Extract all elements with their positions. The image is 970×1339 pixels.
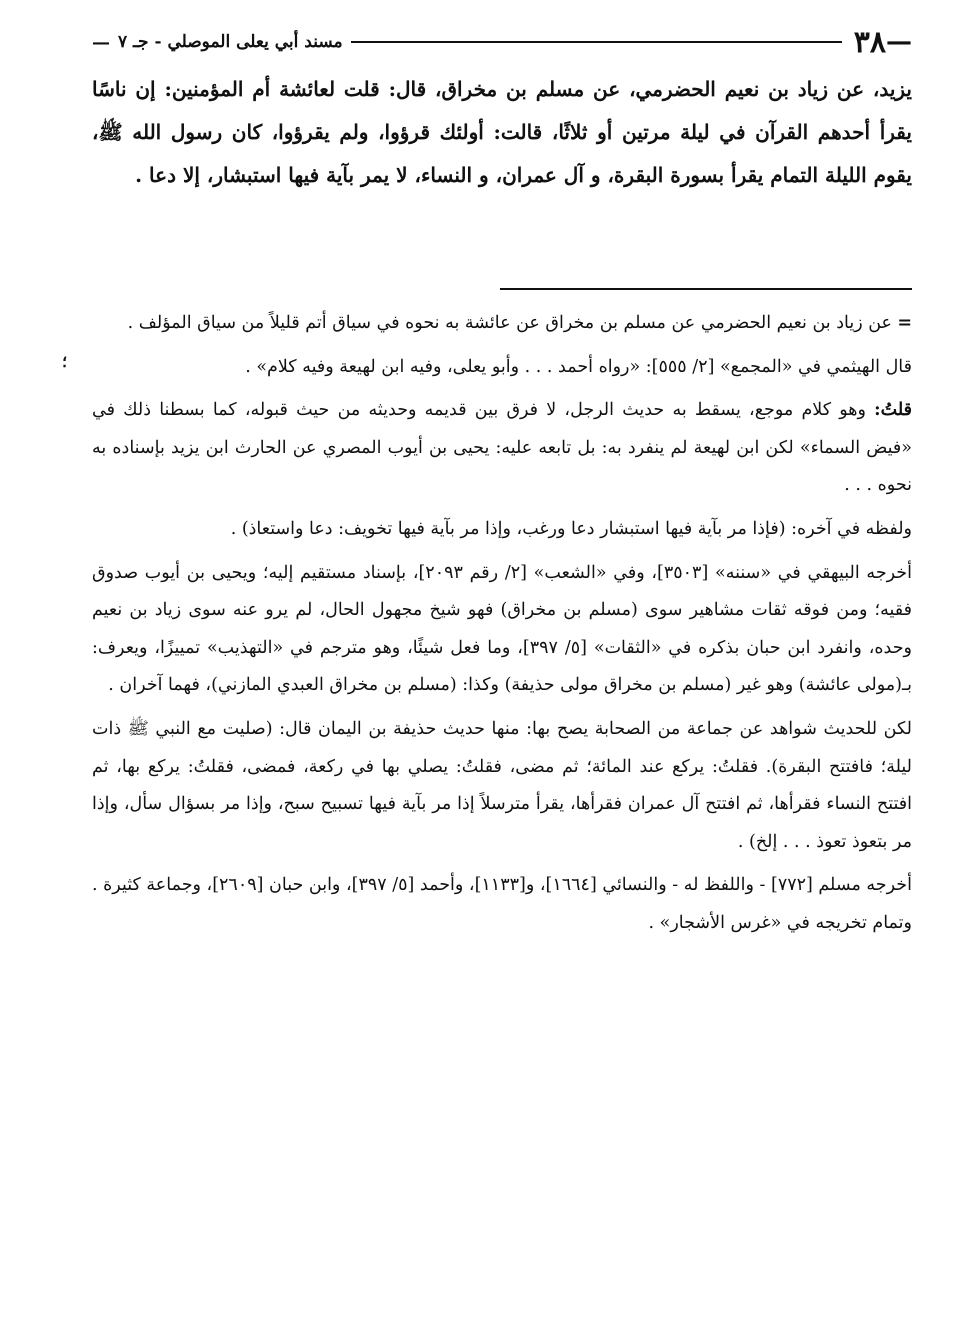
footnote-haythami: قال الهيثمي في «المجمع» [٢/ ٥٥٥]: «رواه أحمد . . . وأبو يعلى، وفيه ابن لهيعة وفيه كلام» .: [245, 356, 912, 377]
page-number: ٣٨: [853, 24, 886, 60]
running-header: [92, 20, 912, 64]
footnote-continuation: [92, 305, 912, 343]
qultu-text: وهو كلام موجع، يسقط به حديث الرجل، لا فرق بين قديمه وحديثه من حيث قبوله، كما بسطنا ذلك في «فيض السماء» لكن ابن لهيعة لم ينفرد به: بل تابعه عليه: يحيى بن أيوب المصري عن الحارث ابن يزيد بإسناده به نحوه . . .: [92, 400, 912, 496]
footnote-separator: [500, 288, 912, 290]
continuation-text: عن زياد بن نعيم الحضرمي عن مسلم بن مخراق عن عائشة به نحوه في سياق أتم قليلاً من سياق المؤلف .: [127, 313, 892, 333]
qultu-lead: قلتُ:: [874, 400, 912, 421]
hadith-text: يزيد، عن زياد بن نعيم الحضرمي، عن مسلم بن مخراق، قال: قلت لعائشة أم المؤمنين: إن ناسًا يقرأ أحدهم القرآن في ليلة مرتين أو ثلاثًا، قالت: أولئك قرؤوا، ولم يقرؤوا، كان رسول الله ﷺ، يقوم الليلة التمام يقرأ بسورة البقرة، و آل عمران، و النساء، لا يمر بآية فيها استبشار، إلا دعا .: [92, 77, 912, 187]
footnote-lafzuhu: ولفظه في آخره: (فإذا مر بآية فيها استبشار دعا ورغب، وإذا مر بآية فيها تخويف: دعا واستعاذ) .: [230, 518, 912, 539]
header-rule: [351, 41, 842, 43]
header-trailing-dash: —: [92, 31, 110, 53]
running-title: مسند أبي يعلى الموصلي - جـ ٧: [118, 32, 343, 52]
footnote-bayhaqi: أخرجه البيهقي في «سننه» [٣٥٠٣]، وفي «الشعب» [٢/ رقم ٢٠٩٣]، بإسناد مستقيم إليه؛ ويحيى بن أيوب صدوق فقيه؛ ومن فوقه ثقات مشاهير سوى (مسلم بن مخراق) فهو شيخ مجهول الحال، لم يرو عنه سوى زياد بن نعيم وحده، وانفرد ابن حبان بذكره في «الثقات» [٥/ ٣٩٧]، وما فعل شيئًا، وهو مترجم في «التهذيب» تمييزًا، ويعرف: بـ(مولى عائشة) وهو غير (مسلم بن مخراق مولى حذيفة) وكذا: (مسلم بن مخراق العبدي المازني)، فهما آخران .: [92, 562, 913, 696]
footnotes: [92, 305, 912, 949]
footnote-shawahid: لكن للحديث شواهد عن جماعة من الصحابة يصح بها: منها حديث حذيفة بن اليمان قال: (صليت مع النبي ﷺ ذات ليلة؛ فافتتح البقرة). فقلتُ: يركع عند المائة؛ ثم مضى، فقلتُ: يصلي بها في ركعة، فمضى، فقلتُ: يركع بها، ثم افتتح النساء فقرأها، ثم افتتح آل عمران فقرأها، يقرأ مترسلاً إذا مر بآية فيها تسبيح سبح، وإذا مر بسؤال سأل، وإذا مر بتعوذ تعوذ . . . إلخ) .: [92, 718, 912, 852]
footnote-muslim: أخرجه مسلم [٧٧٢] - واللفظ له - والنسائي [١٦٦٤]، و[١١٣٣]، وأحمد [٥/ ٣٩٧]، وابن حبان [٢٦٠٩]، وجماعة كثيرة . وتمام تخريجه في «غرس الأشجار» .: [92, 875, 912, 933]
margin-mark: ؛: [62, 352, 68, 371]
header-dash: —: [886, 27, 912, 57]
continuation-marker: =: [897, 313, 912, 333]
footnote-qultu: [92, 392, 912, 505]
